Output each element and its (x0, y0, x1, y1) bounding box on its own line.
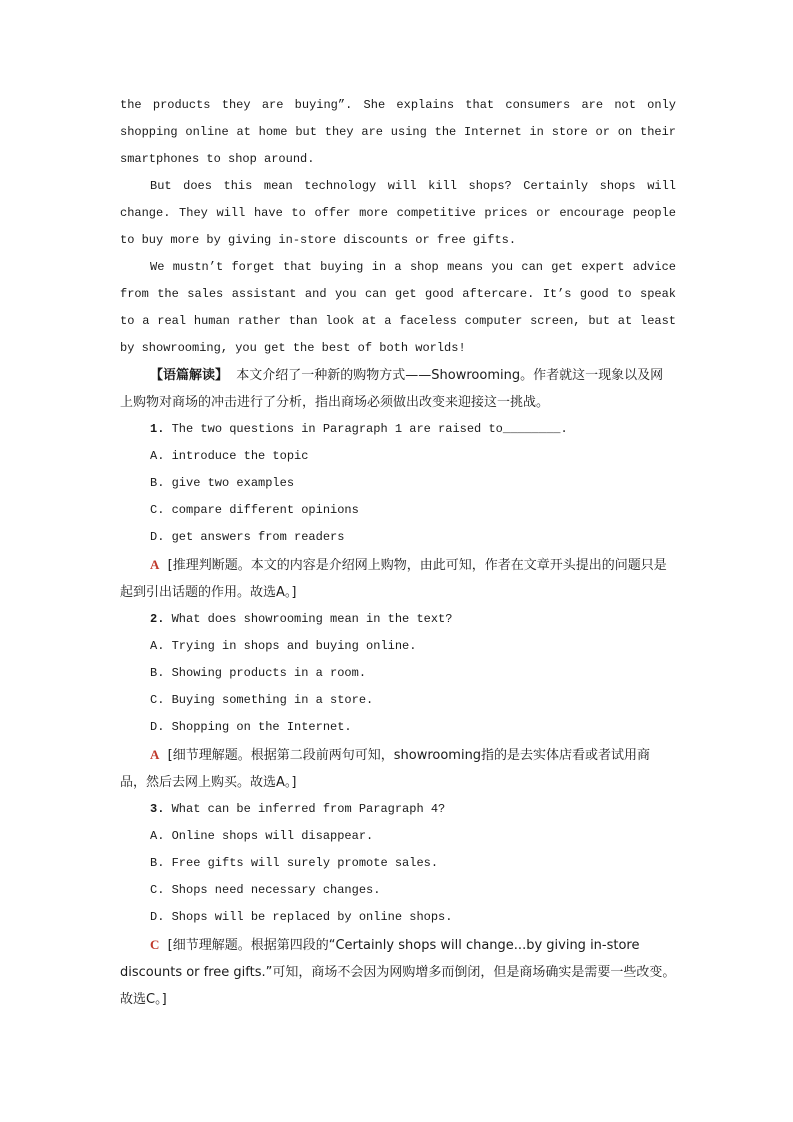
question-number: 2. (150, 612, 165, 626)
option: B. give two examples (150, 476, 295, 490)
passage-paragraph-2: But does this mean technology will kill shops? Certainly shops will change. They will have to offer more competitive prices or encourage people to buy more by giving in-store discounts or free gifts. (120, 179, 676, 247)
answer-explanation-2 (120, 741, 676, 796)
question-1 (120, 416, 676, 443)
answer-explanation-1 (120, 551, 676, 606)
question-3 (120, 796, 676, 823)
answer-letter: A (150, 557, 160, 572)
option: C. compare different opinions (150, 503, 359, 517)
option: D. get answers from readers (150, 530, 345, 544)
answer-letter: C (150, 937, 160, 952)
analysis-text: 本文介绍了一种新的购物方式——Showrooming。作者就这一现象以及网上购物对商场的冲击进行了分析，指出商场必须做出改变来迎接这一挑战。 (120, 368, 664, 410)
option: B. Free gifts will surely promote sales. (150, 856, 439, 870)
answer-letter: A (150, 747, 160, 762)
question-number: 1. (150, 422, 165, 436)
option: C. Buying something in a store. (150, 693, 374, 707)
option: B. Showing products in a room. (150, 666, 367, 680)
explanation-text: [推理判断题。本文的内容是介绍网上购物，由此可知，作者在文章开头提出的问题只是起到引出话题的作用。故选A。] (120, 558, 667, 600)
option: A. Online shops will disappear. (150, 829, 374, 843)
option: D. Shops will be replaced by online shops. (150, 910, 453, 924)
question-stem: What does showrooming mean in the text? (171, 612, 453, 626)
question-2 (120, 606, 676, 633)
option: A. Trying in shops and buying online. (150, 639, 417, 653)
explanation-text: [细节理解题。根据第四段的“Certainly shops will change...by giving in-store discounts or free gifts.”可知，商场不会因为网购增多而倒闭，但是商场确实是需要一些改变。故选C。] (120, 938, 676, 1007)
question-number: 3. (150, 802, 165, 816)
option: C. Shops need necessary changes. (150, 883, 381, 897)
answer-explanation-3 (120, 931, 676, 1013)
passage-analysis (120, 362, 676, 416)
option: D. Shopping on the Internet. (150, 720, 352, 734)
question-stem: What can be inferred from Paragraph 4? (171, 802, 446, 816)
analysis-tag: 【语篇解读】 (150, 368, 229, 383)
passage-paragraph-3: We mustn’t forget that buying in a shop means you can get expert advice from the sales assistant and you can get good aftercare. It’s good to speak to a real human rather than look at a faceless computer screen, but at least by showrooming, you get the best of both worlds! (120, 260, 676, 355)
passage-paragraph-1: the products they are buying”. She explains that consumers are not only shopping online at home but they are using the Internet in store or on their smartphones to shop around. (120, 98, 676, 166)
question-stem: The two questions in Paragraph 1 are raised to________. (171, 422, 568, 436)
option: A. introduce the topic (150, 449, 309, 463)
document-content (120, 92, 676, 1013)
explanation-text: [细节理解题。根据第二段前两句可知，showrooming指的是去实体店看或者试用商品，然后去网上购买。故选A。] (120, 748, 651, 790)
